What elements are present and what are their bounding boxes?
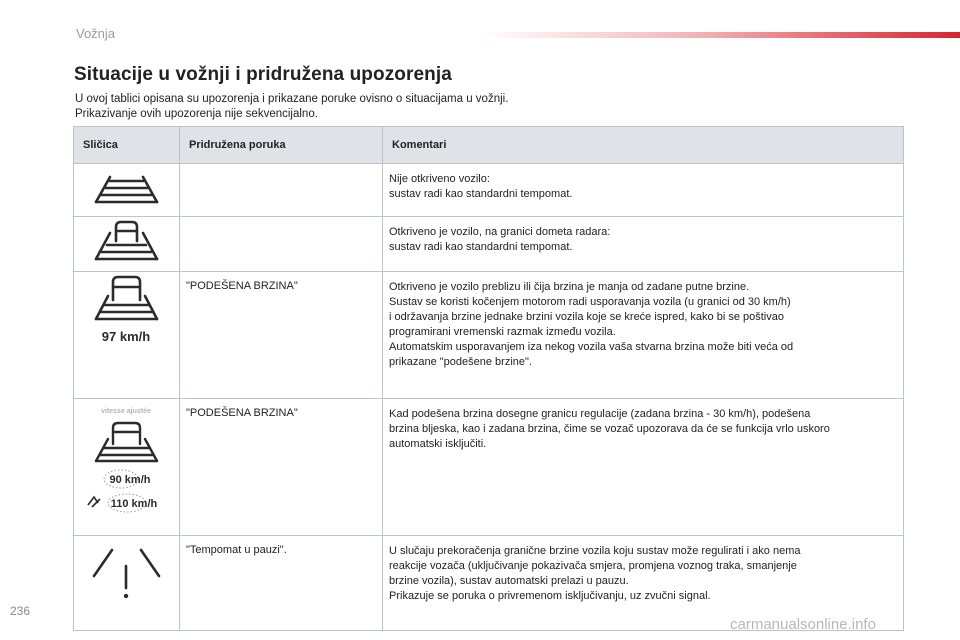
- page-number: 236: [10, 604, 31, 618]
- set-speed-label-110: 110 km/h: [110, 498, 158, 510]
- comment-line: Kad podešena brzina dosegne granicu regulacije (zadana brzina - 30 km/h), podešena: [389, 408, 811, 420]
- icon-cell: [74, 399, 180, 536]
- message-cell: [180, 164, 383, 217]
- speed-limit-flash-icon: [74, 399, 179, 517]
- icon-caption: vitesse ajustée: [101, 408, 151, 415]
- comment-line: reakcije vozača (uključivanje pokazivača smjera, promjena voznog traka, smanjenje: [389, 560, 797, 572]
- comment-line: Prikazuje se poruka o privremenom isključivanju, uz zvučni signal.: [389, 590, 711, 602]
- set-speed-label-90: 90 km/h: [109, 474, 151, 486]
- intro-line: U ovoj tablici opisana su upozorenja i prikazane poruke ovisno o situacijama u vožnji.: [75, 93, 509, 105]
- comment-line: sustav radi kao standardni tempomat.: [389, 241, 573, 253]
- comment-line: Sustav se koristi kočenjem motorom radi usporavanja vozila (u granici od 30 km/h): [389, 296, 791, 308]
- comment-line: U slučaju prekoračenja granične brzine vozila koju sustav može regulirati i ako nema: [389, 545, 801, 557]
- intro-line: Prikazivanje ovih upozorenja nije sekvencijalno.: [75, 108, 318, 120]
- message-cell: "PODEŠENA BRZINA": [180, 272, 383, 399]
- icon-cell: [74, 272, 180, 399]
- column-header-icon: Sličica: [74, 127, 180, 164]
- watermark: carmanualsonline.info: [730, 616, 876, 633]
- message-cell: [180, 217, 383, 272]
- message-cell: "PODEŠENA BRZINA": [180, 399, 383, 536]
- vehicle-far-icon: [74, 217, 179, 263]
- page-title: Situacije u vožnji i pridružena upozorenja: [74, 64, 452, 85]
- icon-cell: [74, 164, 180, 217]
- table-header-row: [74, 127, 904, 164]
- icon-cell: [74, 536, 180, 631]
- table-row: [74, 217, 904, 272]
- comment-line: i održavanja brzine jednake brzini vozila koje se kreće ispred, kako bi se poštivao: [389, 311, 784, 323]
- vehicle-close-speed-icon: [74, 272, 179, 352]
- header-accent-bar: [480, 32, 960, 38]
- column-header-comments: Komentari: [383, 127, 904, 164]
- column-header-message: Pridružena poruka: [180, 127, 383, 164]
- comment-cell: [383, 217, 904, 272]
- comment-cell: [383, 399, 904, 536]
- comment-line: Nije otkriveno vozilo:: [389, 173, 490, 185]
- comment-line: brzine vozila), sustav automatski prelazi u pauzu.: [389, 575, 629, 587]
- table-row: [74, 399, 904, 536]
- comment-line: automatski isključiti.: [389, 438, 487, 450]
- lane-lines-icon: [74, 164, 179, 208]
- warning-exclamation-icon: [74, 536, 179, 606]
- comment-line: brzina bljeska, kao i zadana brzina, čime se vozač upozorava da će se funkcija vrlo uskoro: [389, 423, 830, 435]
- message-cell: "Tempomat u pauzi".: [180, 536, 383, 631]
- set-speed-label: 97 km/h: [101, 329, 151, 344]
- comment-line: sustav radi kao standardni tempomat.: [389, 188, 573, 200]
- warnings-table: [73, 126, 904, 631]
- comment-cell: [383, 272, 904, 399]
- section-name: Vožnja: [76, 26, 116, 41]
- comment-line: prikazane "podešene brzine".: [389, 356, 532, 368]
- comment-line: Automatskim usporavanjem iza nekog vozila vaša stvarna brzina može biti veća od: [389, 341, 794, 353]
- comment-line: Otkriveno je vozilo, na granici dometa radara:: [389, 226, 611, 238]
- car-speed-symbol-icon: [88, 497, 100, 507]
- table-row: [74, 164, 904, 217]
- icon-cell: [74, 217, 180, 272]
- intro-text: [75, 92, 508, 122]
- table-row: [74, 272, 904, 399]
- comment-line: Otkriveno je vozilo preblizu ili čija brzina je manja od zadane putne brzine.: [389, 281, 750, 293]
- comment-line: programirani vremenski razmak između vozila.: [389, 326, 616, 338]
- comment-cell: [383, 164, 904, 217]
